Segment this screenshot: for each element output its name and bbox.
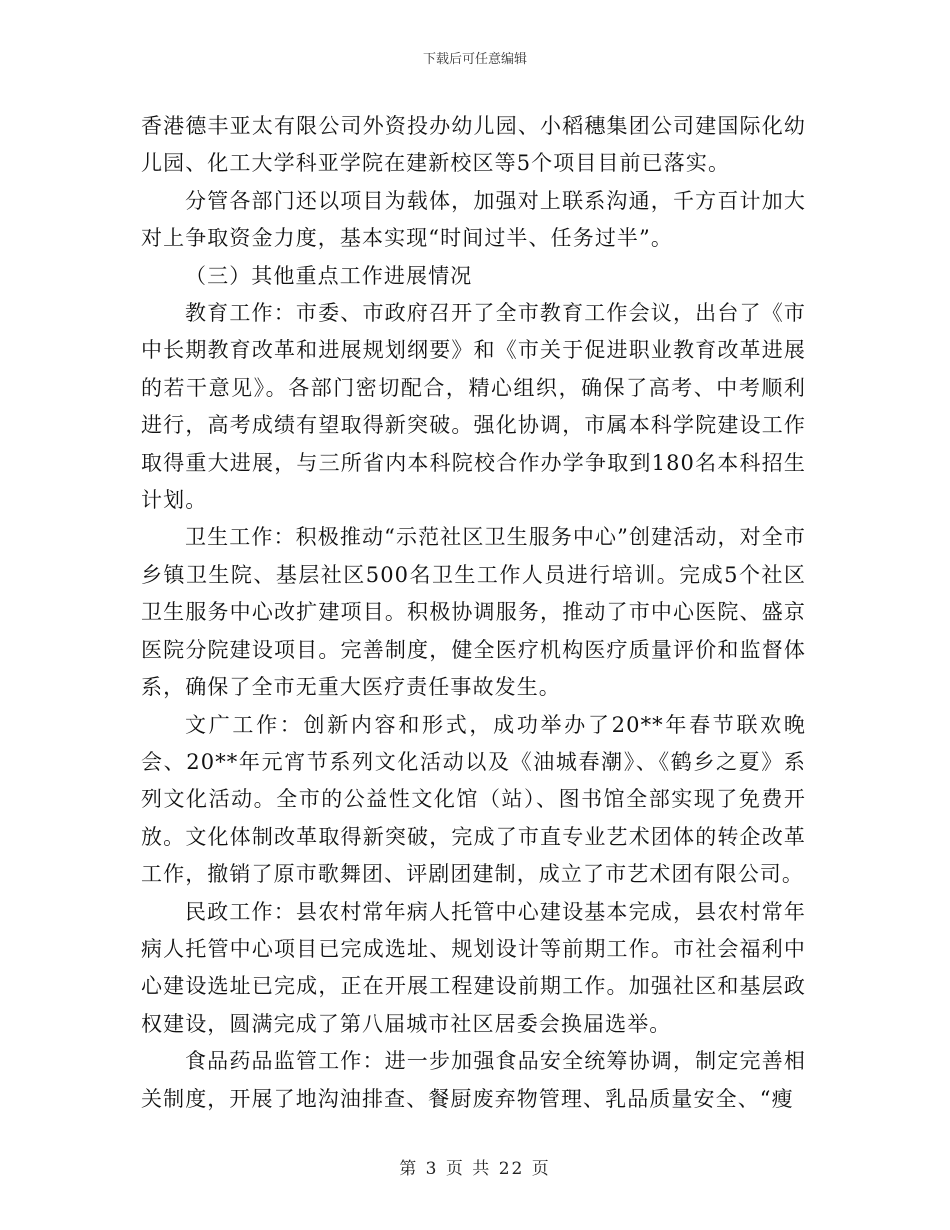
- document-header-note: 下载后可任意编辑: [422, 52, 527, 67]
- paragraph-continuation: 香港德丰亚太有限公司外资投办幼儿园、小稻穗集团公司建国际化幼儿园、化工大学科亚学院在建新校区等5个项目目前已落实。: [141, 114, 806, 176]
- paragraph-education: 教育工作：市委、市政府召开了全市教育工作会议，出台了《市中长期教育改革和进展规划纲要》和《市关于促进职业教育改革进展的若干意见》。各部门密切配合，精心组织，确保了高考、中考顺利进行，高考成绩有望取得新突破。强化协调，市属本科学院建设工作取得重大进展，与三所省内本科院校合作办学争取到180名本科招生计划。: [141, 301, 806, 513]
- paragraph-health: 卫生工作：积极推动“示范社区卫生服务中心”创建活动，对全市乡镇卫生院、基层社区500名卫生工作人员进行培训。完成5个社区卫生服务中心改扩建项目。积极协调服务，推动了市中心医院、盛京医院分院建设项目。完善制度，健全医疗机构医疗质量评价和监督体系，确保了全市无重大医疗责任事故发生。: [141, 525, 806, 700]
- page-number-footer: 第 3 页 共 22 页: [399, 1159, 551, 1179]
- document-body: [141, 108, 806, 1118]
- paragraph-food-drug: 食品药品监管工作：进一步加强食品安全统筹协调，制定完善相关制度，开展了地沟油排查、餐厨废弃物管理、乳品质量安全、“瘦: [141, 1049, 806, 1111]
- section-heading: （三）其他重点工作进展情况: [185, 263, 473, 288]
- paragraph-funding: 分管各部门还以项目为载体，加强对上联系沟通，千方百计加大对上争取资金力度，基本实现“时间过半、任务过半”。: [141, 188, 806, 251]
- paragraph-civil-affairs: 民政工作：县农村常年病人托管中心建设基本完成，县农村常年病人托管中心项目已完成选址、规划设计等前期工作。市社会福利中心建设选址已完成，正在开展工程建设前期工作。加强社区和基层政权建设，圆满完成了第八届城市社区居委会换届选举。: [141, 899, 806, 1036]
- paragraph-culture: 文广工作：创新内容和形式，成功举办了20**年春节联欢晚会、20**年元宵节系列文化活动以及《油城春潮》、《鹤乡之夏》系列文化活动。全市的公益性文化馆（站）、图书馆全部实现了免费开放。文化体制改革取得新突破，完成了市直专业艺术团体的转企改革工作，撤销了原市歌舞团、评剧团建制，成立了市艺术团有限公司。: [141, 712, 806, 887]
